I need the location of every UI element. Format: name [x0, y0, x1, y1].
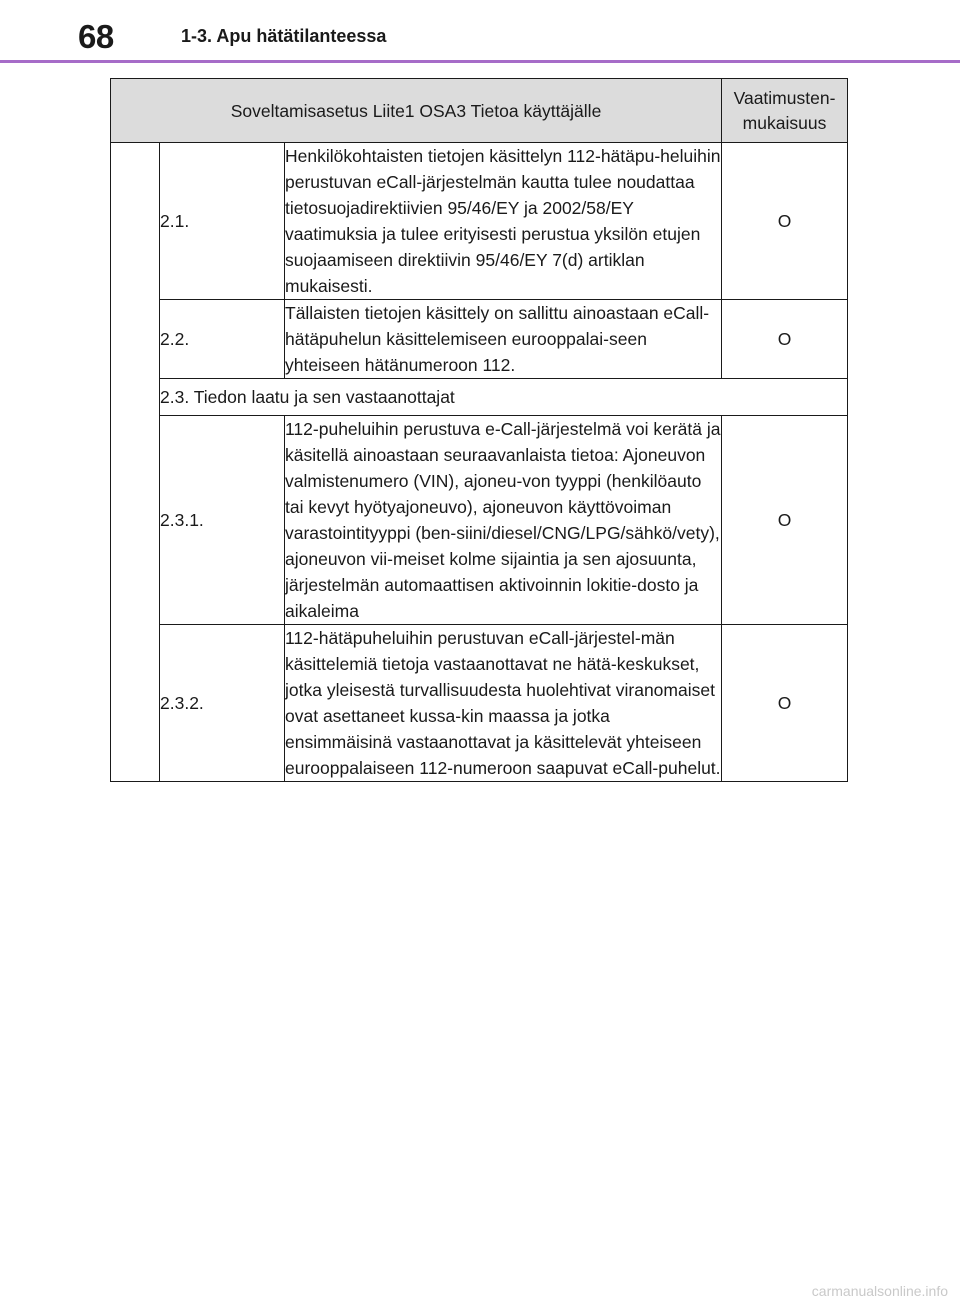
- row-compliance: O: [722, 143, 848, 300]
- table-row: [111, 143, 848, 300]
- header-divider: [0, 60, 960, 63]
- table-row: [111, 300, 848, 379]
- header-compliance: [722, 79, 848, 143]
- table-subheading-row: [111, 379, 848, 416]
- header-compliance-line1: Vaatimusten-: [733, 87, 836, 108]
- header-regulation: Soveltamisasetus Liite1 OSA3 Tietoa käyttäjälle: [111, 79, 722, 143]
- page-header: [0, 0, 960, 64]
- watermark: carmanualsonline.info: [811, 1283, 948, 1299]
- table-header-row: [111, 79, 848, 143]
- row-number: 2.1.: [160, 143, 285, 300]
- page-number: 68: [78, 18, 114, 55]
- row-text: Tällaisten tietojen käsittely on sallittu ainoastaan eCall-hätäpuhelun käsittelemiseen eurooppalai-seen yhteiseen hätänumeroon 112.: [285, 300, 722, 379]
- row-compliance: O: [722, 300, 848, 379]
- row-compliance: O: [722, 625, 848, 782]
- row-text: Henkilökohtaisten tietojen käsittelyn 112-hätäpu-heluihin perustuvan eCall-järjestelmän kautta tulee noudattaa tietosuojadirektiivien 95/46/EY ja 2002/58/EY vaatimuksia ja tulee erityisesti perustua yksilön etujen suojaamiseen direktiivin 95/46/EY 7(d) artiklan mukaisesti.: [285, 143, 722, 300]
- section-title: 1-3. Apu hätätilanteessa: [181, 26, 387, 46]
- subheading: 2.3. Tiedon laatu ja sen vastaanottajat: [160, 379, 848, 416]
- header-compliance-line2: mukaisuus: [742, 112, 827, 133]
- row-text: 112-puheluihin perustuva e-Call-järjestelmä voi kerätä ja käsitellä ainoastaan seuraavanlaista tietoa: Ajoneuvon valmistenumero (VIN), ajoneu-von tyyppi (henkilöauto tai kevyt hyötyajoneuvo), ajoneuvon käyttövoiman varastointityyppi (ben-siini/diesel/CNG/LPG/sähkö/vety), ajoneuvon vii-meiset kolme sijaintia ja sen ajosuunta, järjestelmän automaattisen aktivoinnin lokitie-dosto ja aikaleima: [285, 416, 722, 625]
- requirements-table: [110, 78, 848, 782]
- row-number: 2.3.1.: [160, 416, 285, 625]
- table-row: [111, 416, 848, 625]
- row-text: 112-hätäpuheluihin perustuvan eCall-järjestel-män käsittelemiä tietoja vastaanottavat ne hätä-keskukset, jotka yleisestä turvallisuudesta huolehtivat viranomaiset ovat asettaneet kussa-kin maassa ja jotka ensimmäisinä vastaanottavat ja käsittelevät yhteiseen eurooppalaiseen 112-numeroon saapuvat eCall-puhelut.: [285, 625, 722, 782]
- row-number: 2.3.2.: [160, 625, 285, 782]
- row-compliance: O: [722, 416, 848, 625]
- row-number: 2.2.: [160, 300, 285, 379]
- table-row: [111, 625, 848, 782]
- blank-left-column: [111, 143, 160, 782]
